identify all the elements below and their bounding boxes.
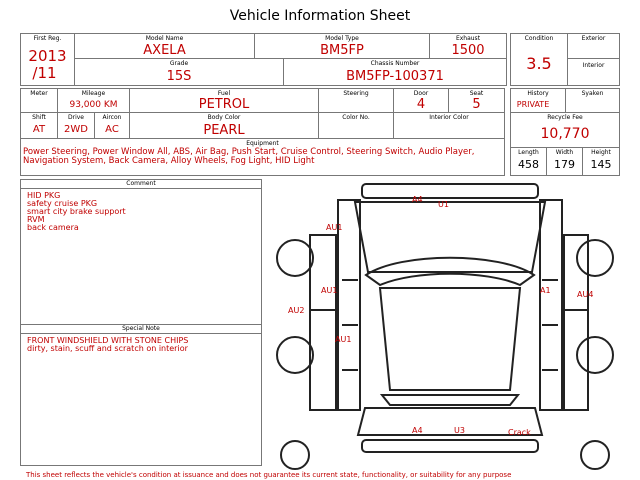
model-type-value: BM5FP <box>320 43 364 58</box>
comment-label: Comment <box>21 180 261 189</box>
drive-cell <box>57 112 95 139</box>
door-label: Door <box>413 90 429 97</box>
rear-bumper <box>362 440 538 452</box>
width-label: Width <box>555 149 574 156</box>
shift-cell <box>20 112 58 139</box>
seat-cell <box>448 88 505 113</box>
body-color-label: Body Color <box>207 114 241 121</box>
spare-wheel-right <box>581 441 609 469</box>
damage-crack-rear: Crack <box>508 428 531 437</box>
first-reg-year: 2013 <box>28 47 67 65</box>
color-no-label: Color No. <box>342 114 370 121</box>
interior-color-cell <box>393 112 505 139</box>
damage-au1-front-left: AU1 <box>326 223 343 232</box>
interior-color-label: Interior Color <box>429 114 469 121</box>
syaken-label: Syaken <box>581 90 604 97</box>
damage-au4-right: AU4 <box>577 290 594 299</box>
exhaust-cell <box>429 33 507 59</box>
mileage-cell <box>57 88 130 113</box>
recycle-fee-value: 10,770 <box>540 126 590 142</box>
exhaust-value: 1500 <box>451 43 485 58</box>
special-note-line: dirty, stain, scuff and scratch on interior <box>27 344 188 353</box>
front-bumper <box>362 184 538 198</box>
damage-a4-rear: A4 <box>412 426 423 435</box>
model-type-label: Model Type <box>325 35 359 42</box>
condition-cell <box>510 33 568 86</box>
length-cell <box>510 147 547 176</box>
wheel-rear-left <box>277 337 313 373</box>
damage-u3-rear: U3 <box>454 426 465 435</box>
chassis-cell <box>283 58 507 86</box>
rear-window <box>382 395 518 405</box>
mileage-value: 93,000 KM <box>69 100 118 110</box>
exterior-label: Exterior <box>581 35 606 42</box>
history-label: History <box>527 90 549 97</box>
grade-label: Grade <box>169 60 189 67</box>
interior-cell <box>567 58 620 86</box>
interior-label: Interior <box>582 62 605 69</box>
door-cell <box>393 88 449 113</box>
comment-box <box>20 179 262 325</box>
car-diagram <box>270 180 620 470</box>
comment-line: RVM <box>27 215 45 224</box>
syaken-cell <box>565 88 620 113</box>
model-name-cell <box>74 33 255 59</box>
height-label: Height <box>591 149 611 156</box>
fuel-cell <box>129 88 319 113</box>
chassis-label: Chassis Number <box>370 60 420 67</box>
grade-cell <box>74 58 284 86</box>
recycle-fee-cell <box>510 112 620 148</box>
height-cell <box>582 147 620 176</box>
comment-line: smart city brake support <box>27 207 126 216</box>
damage-au1-left-rear: AU1 <box>335 335 352 344</box>
special-note-line: FRONT WINDSHIELD WITH STONE CHIPS <box>27 336 189 345</box>
aircon-cell <box>94 112 130 139</box>
condition-value: 3.5 <box>526 54 552 73</box>
damage-a1-right: A1 <box>540 286 551 295</box>
hood <box>355 202 545 272</box>
wheel-front-right <box>577 240 613 276</box>
door-value: 4 <box>416 97 426 112</box>
drive-value: 2WD <box>64 124 88 135</box>
grade-value: 15S <box>166 69 192 84</box>
damage-au2-left: AU2 <box>288 306 305 315</box>
height-value: 145 <box>590 158 612 171</box>
fuel-value: PETROL <box>198 97 250 112</box>
aircon-value: AC <box>105 124 119 135</box>
shift-label: Shift <box>32 114 46 121</box>
chassis-value: BM5FP-100371 <box>346 69 444 84</box>
wheel-front-left <box>277 240 313 276</box>
first-reg-label: First Reg. <box>33 35 62 42</box>
model-name-label: Model Name <box>145 35 184 42</box>
sheet-title: Vehicle Information Sheet <box>229 8 411 24</box>
special-note-label: Special Note <box>21 325 261 334</box>
color-no-cell <box>318 112 394 139</box>
meter-label: Meter <box>30 90 48 97</box>
comment-line: back camera <box>27 223 79 232</box>
fuel-label: Fuel <box>217 90 231 97</box>
body-color-value: PEARL <box>203 123 245 138</box>
seat-value: 5 <box>472 97 481 112</box>
condition-label: Condition <box>524 35 554 42</box>
equipment-value: Power Steering, Power Window All, ABS, Air Bag, Push Start, Cruise Control, Steering Switch, Audio Player, Navigation System, Back Camera, Alloy Wheels, Fog Light, HID Light <box>23 147 475 166</box>
damage-u1-front: U1 <box>438 200 449 209</box>
exhaust-label: Exhaust <box>455 35 481 42</box>
body-color-cell <box>129 112 319 139</box>
seat-label: Seat <box>469 90 484 97</box>
steering-label: Steering <box>343 90 369 97</box>
damage-a4-front: A4 <box>412 195 423 204</box>
length-label: Length <box>518 149 539 156</box>
comment-line: HID PKG <box>27 191 61 200</box>
roof <box>380 288 520 390</box>
comment-line: safety cruise PKG <box>27 199 98 208</box>
recycle-fee-label: Recycle Fee <box>547 114 583 121</box>
special-note-box <box>20 324 262 466</box>
shift-value: AT <box>32 124 46 135</box>
model-type-cell <box>254 33 430 59</box>
history-value: PRIVATE <box>516 100 550 109</box>
first-reg-cell <box>20 33 75 86</box>
drive-label: Drive <box>68 114 84 121</box>
length-value: 458 <box>518 158 539 171</box>
equipment-cell <box>20 138 505 176</box>
spare-wheel-left <box>281 441 309 469</box>
exterior-cell <box>567 33 620 59</box>
width-value: 179 <box>554 158 575 171</box>
steering-cell <box>318 88 394 113</box>
history-cell <box>510 88 566 113</box>
equipment-label: Equipment <box>246 140 279 147</box>
mileage-label: Mileage <box>81 90 106 97</box>
damage-au1-left-door: AU1 <box>321 286 338 295</box>
aircon-label: Aircon <box>102 114 122 121</box>
meter-cell <box>20 88 58 113</box>
width-cell <box>546 147 583 176</box>
first-reg-month: /11 <box>32 64 57 82</box>
model-name-value: AXELA <box>143 43 186 58</box>
right-side <box>540 200 562 410</box>
wheel-rear-right <box>577 337 613 373</box>
footer-disclaimer: This sheet reflects the vehicle's condition at issuance and does not guarantee its current state, functionality, or suitability for any purpose <box>26 471 512 479</box>
